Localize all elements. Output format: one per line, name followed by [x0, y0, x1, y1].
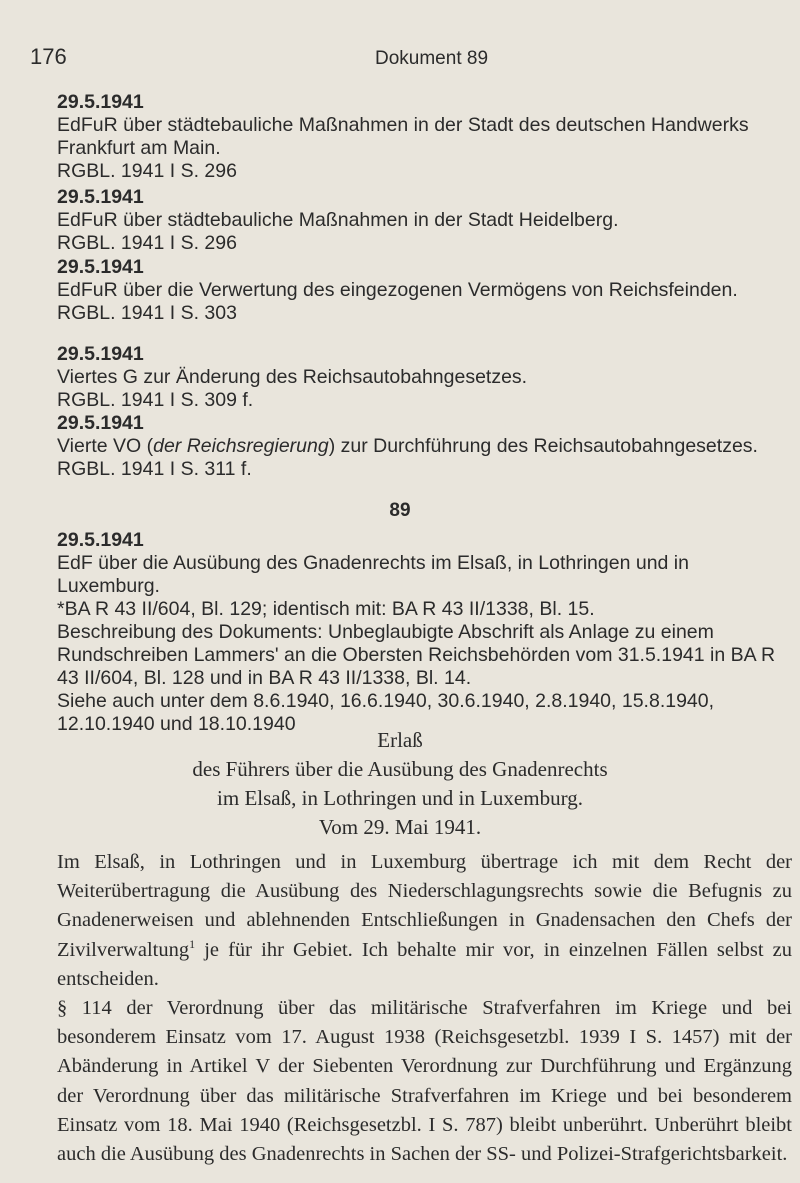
document-header	[57, 529, 792, 736]
entry-source: RGBL. 1941 I S. 309 f.	[57, 389, 254, 411]
entry-date: 29.5.1941	[57, 412, 144, 434]
chronology-entry	[57, 412, 787, 481]
document-description: Beschreibung des Dokuments: Unbeglaubigte Abschrift als Anlage zu einem Rundschreiben Lammers' an die Obersten Reichsbehörden vom 31.5.1941 in BA R 43 II/604, Bl. 128 und in BA R 43 II/1338, Bl. 14.	[57, 621, 776, 689]
entry-date: 29.5.1941	[57, 256, 144, 278]
entry-title: EdFuR über städtebauliche Maßnahmen in der Stadt Heidelberg.	[57, 209, 619, 231]
running-title: Dokument 89	[375, 48, 489, 69]
decree-paragraph-text: Im Elsaß, in Lothringen und in Luxemburg übertrage ich mit dem Recht der Weiterübertragung die Ausübung des Niederschlagungsrechts sowie die Befugnis zu Gnadenerweisen und ablehnenden Entschließungen in Gnadensachen den Chefs der Zivilverwaltung	[57, 851, 792, 961]
document-number: 89	[389, 500, 411, 521]
chronology-entry	[57, 343, 787, 412]
entry-title-start: Vierte VO (	[57, 435, 154, 457]
decree-title-block	[0, 726, 800, 842]
decree-body	[57, 848, 792, 1169]
document-title: EdF über die Ausübung des Gnadenrechts im Elsaß, in Lothringen und in Luxemburg.	[57, 552, 689, 597]
chronology-entry	[57, 91, 787, 183]
document-date: 29.5.1941	[57, 529, 144, 551]
entry-title: EdFuR über die Verwertung des eingezogenen Vermögens von Reichsfeinden.	[57, 279, 738, 301]
decree-subtitle: des Führers über die Ausübung des Gnadenrechts	[192, 757, 608, 781]
document-see-also: Siehe auch unter dem 8.6.1940, 16.6.1940, 30.6.1940, 2.8.1940, 15.8.1940, 12.10.1940 und 18.10.1940	[57, 690, 715, 735]
entry-source: RGBL. 1941 I S. 296	[57, 160, 237, 182]
decree-subtitle: im Elsaß, in Lothringen und in Luxemburg.	[217, 786, 583, 810]
decree-paragraph-text: je für ihr Gebiet. Ich behalte mir vor, in einzelnen Fällen selbst zu entscheiden.	[57, 938, 792, 990]
decree-paragraph	[57, 848, 792, 994]
entry-source: RGBL. 1941 I S. 311 f.	[57, 458, 252, 480]
chronology-entry	[57, 186, 787, 255]
entry-date: 29.5.1941	[57, 91, 144, 113]
page-number: 176	[30, 44, 67, 69]
document-archive-reference: *BA R 43 II/604, Bl. 129; identisch mit: BA R 43 II/1338, Bl. 15.	[57, 598, 595, 620]
decree-paragraph: § 114 der Verordnung über das militärische Strafverfahren im Kriege und bei besonderem Einsatz vom 17. August 1938 (Reichsgesetzbl. 1939 I S. 1457) mit der Abänderung in Artikel V der Siebenten Verordnung zur Durchführung und Ergänzung der Verordnung über das militärische Strafverfahren im Kriege und bei besonderem Einsatz vom 18. Mai 1940 (Reichsgesetzbl. I S. 787) bleibt unberührt. Unberührt bleibt auch die Ausübung des Gnadenrechts in Sachen der SS- und Polizei-Strafgerichtsbarkeit.	[57, 997, 792, 1166]
chronology-entry	[57, 256, 787, 325]
footnote-marker: 1	[189, 936, 196, 951]
entry-title: Viertes G zur Änderung des Reichsautobahngesetzes.	[57, 366, 528, 388]
entry-source: RGBL. 1941 I S. 296	[57, 232, 237, 254]
entry-title-italic: der Reichsregierung	[153, 435, 329, 457]
entry-title: EdFuR über städtebauliche Maßnahmen in der Stadt des deutschen Handwerks Frankfurt am Main.	[57, 114, 749, 159]
page-header	[30, 44, 770, 74]
entry-date: 29.5.1941	[57, 186, 144, 208]
entry-title-end: ) zur Durchführung des Reichsautobahngesetzes.	[328, 435, 758, 457]
entry-source: RGBL. 1941 I S. 303	[57, 302, 237, 324]
entry-title	[57, 435, 787, 458]
decree-date: Vom 29. Mai 1941.	[318, 815, 482, 839]
decree-heading: Erlaß	[377, 728, 423, 752]
entry-date: 29.5.1941	[57, 343, 144, 365]
